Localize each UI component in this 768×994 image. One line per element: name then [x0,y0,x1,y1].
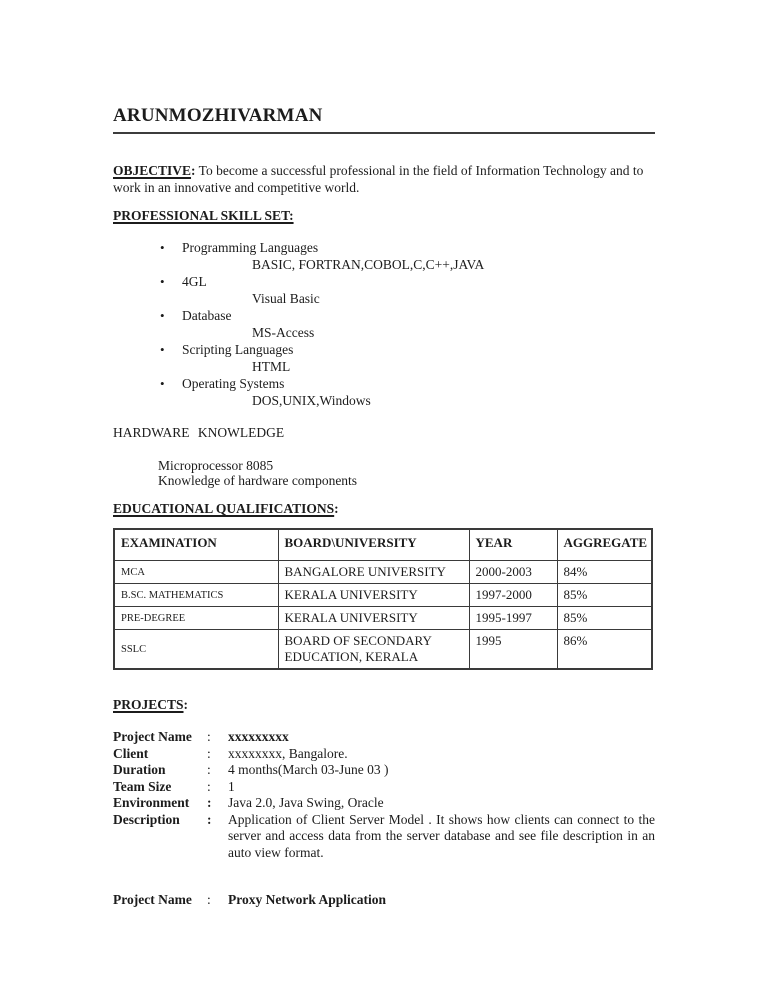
table-header-cell: YEAR [469,529,557,561]
projects-heading: PROJECTS [113,697,184,712]
hardware-heading: HARDWARE KNOWLEDGE [113,425,285,440]
project-field-row [113,762,655,779]
education-table [113,528,653,670]
bullet-icon: • [160,376,165,391]
objective-heading: OBJECTIVE [113,163,192,178]
table-cell-aggregate: 86% [557,630,652,670]
skill-label-row [113,273,655,290]
projects-colon: : [183,697,189,712]
skill-label-row [113,239,655,256]
table-row [114,607,652,630]
table-row [114,561,652,584]
education-heading-row [113,500,655,517]
field-colon: : [207,745,211,761]
bullet-icon: • [160,342,165,357]
objective-colon: : [191,163,196,178]
field-colon: : [207,729,211,744]
table-cell-year: 1997-2000 [469,584,557,607]
field-value: xxxxxxxx, Bangalore. [228,745,348,761]
education-colon: : [334,501,339,516]
skill-label-row [113,307,655,324]
field-value: Application of Client Server Model . It shows how clients can connect to the server and access data from the server database and see file description in an auto view format. [228,811,655,860]
bullet-icon: • [160,274,165,289]
field-colon: : [207,811,212,827]
objective-paragraph [113,162,655,196]
skill-label-row [113,375,655,392]
title-rule [113,132,655,134]
table-cell-board: KERALA UNIVERSITY [278,607,469,630]
field-label: Duration [113,762,166,777]
hardware-lines [113,458,655,488]
field-colon: : [207,795,212,810]
table-header-row [114,529,652,561]
skill-value: MS-Access [252,325,315,340]
skills-list [113,239,655,409]
field-colon: : [207,892,211,907]
skill-item [113,273,655,307]
project-field-row [113,812,655,862]
field-value: Proxy Network Application [228,892,386,907]
skill-category: Operating Systems [182,376,285,391]
education-heading: EDUCATIONAL QUALIFICATIONS [113,501,335,516]
skill-item [113,341,655,375]
field-label: Project Name [113,729,192,744]
table-cell-board: BANGALORE UNIVERSITY [278,561,469,584]
table-cell-year: 2000-2003 [469,561,557,584]
field-value: 4 months(March 03-June 03 ) [228,762,389,777]
field-label: Environment [113,795,190,810]
skill-item [113,307,655,341]
bullet-icon: • [160,308,165,323]
objective-text: To become a successful professional in the field of Information Technology and to work in an innovative and competitive world. [113,163,644,195]
field-colon: : [207,762,211,777]
table-cell-board: KERALA UNIVERSITY [278,584,469,607]
skill-value: Visual Basic [252,291,320,306]
project-field-row [113,729,655,746]
skill-category: 4GL [182,274,207,289]
hardware-line: Knowledge of hardware components [158,473,358,488]
project-field-row [113,795,655,812]
skill-item [113,375,655,409]
projects-heading-row [113,696,655,713]
project-field-row [113,779,655,796]
table-row [114,630,652,670]
project2-name-row [113,892,655,909]
project-details [113,729,655,861]
table-cell-year: 1995 [469,630,557,670]
table-cell-aggregate: 85% [557,607,652,630]
table-cell-year: 1995-1997 [469,607,557,630]
skills-heading-row [113,207,655,224]
field-colon: : [207,778,211,794]
field-value: Java 2.0, Java Swing, Oracle [228,795,384,810]
table-cell-examination: MCA [114,561,278,584]
field-value: xxxxxxxxx [228,729,289,744]
field-label: Project Name [113,892,192,907]
table-header-cell: AGGREGATE [557,529,652,561]
skill-value: DOS,UNIX,Windows [252,393,371,408]
hardware-line: Microprocessor 8085 [158,458,274,473]
table-cell-aggregate: 85% [557,584,652,607]
field-label: Team Size [113,778,172,794]
skills-heading: PROFESSIONAL SKILL SET: [113,208,294,223]
skill-value: HTML [252,359,291,374]
skill-value: BASIC, FORTRAN,COBOL,C,C++,JAVA [252,257,485,272]
table-cell-board: BOARD OF SECONDARY EDUCATION, KERALA [278,630,469,670]
skill-item [113,239,655,273]
skill-category: Database [182,308,232,323]
table-row [114,584,652,607]
skill-category: Scripting Languages [182,342,294,357]
skill-label-row [113,341,655,358]
project-field-row [113,746,655,763]
table-cell-examination: SSLC [114,630,278,670]
skill-category: Programming Languages [182,240,319,255]
table-cell-examination: PRE-DEGREE [114,607,278,630]
field-value: 1 [228,778,235,794]
bullet-icon: • [160,240,165,255]
table-header-cell: EXAMINATION [114,529,278,561]
field-label: Client [113,745,149,761]
table-cell-examination: B.SC. MATHEMATICS [114,584,278,607]
table-header-cell: BOARD\UNIVERSITY [278,529,469,561]
table-cell-aggregate: 84% [557,561,652,584]
field-label: Description [113,811,180,827]
page-title: ARUNMOZHIVARMAN [113,105,323,126]
